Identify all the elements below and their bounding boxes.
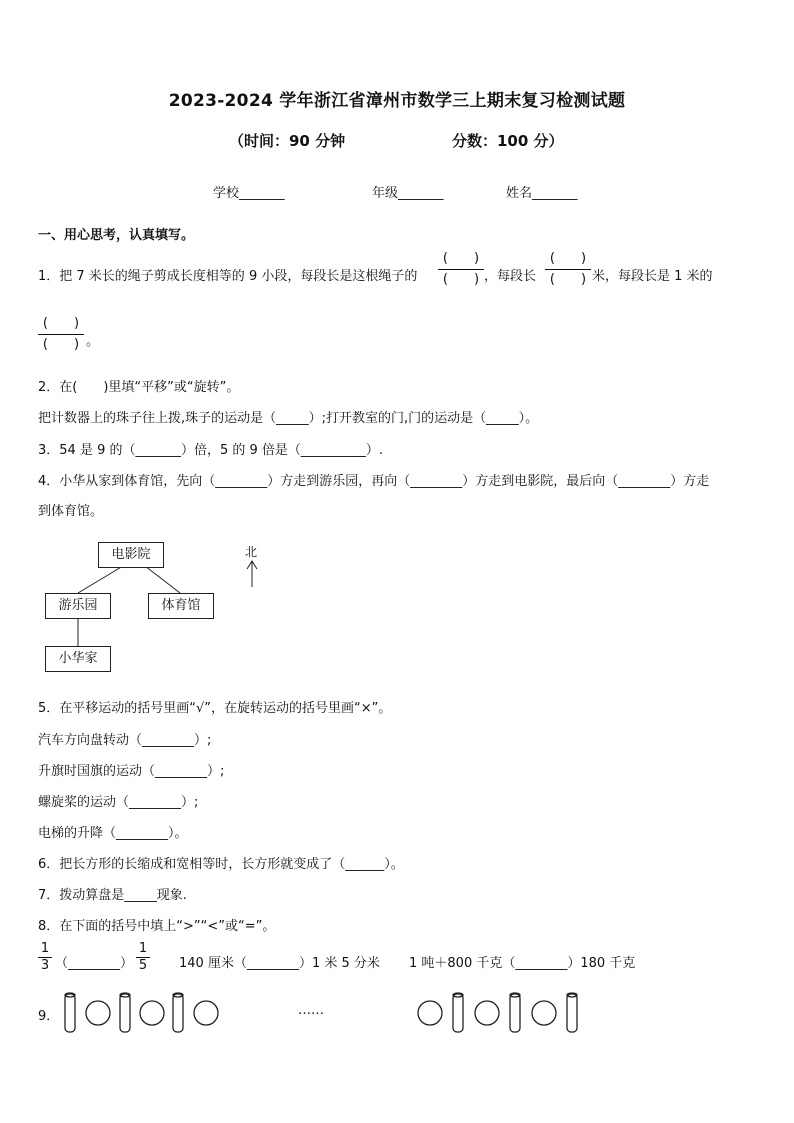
fraction-denominator: 3 xyxy=(40,958,50,973)
name-field[interactable]: 姓名_______ xyxy=(506,186,578,201)
q5-item: 升旗时国旗的运动（________）; xyxy=(38,764,225,779)
fraction-numerator: ( ) xyxy=(442,251,480,266)
grade-field[interactable]: 年级_______ xyxy=(372,186,444,201)
q5-line: 5．在平移运动的括号里画“√”，在旋转运动的括号里画“×”。 xyxy=(38,701,392,716)
fraction-numerator: 1 xyxy=(40,941,50,956)
q9-label: 9． xyxy=(38,1009,60,1024)
circle-shape xyxy=(475,1001,499,1025)
cylinder-shape xyxy=(567,994,577,1032)
gym-box: 体育馆 xyxy=(148,593,214,619)
fraction-numerator: ( ) xyxy=(42,316,80,331)
q1-text-c: 米，每段长是 1 米的 xyxy=(592,269,713,284)
cinema-box: 电影院 xyxy=(98,542,164,568)
circle-shape xyxy=(140,1001,164,1025)
q3-line: 3．54 是 9 的（_______）倍，5 的 9 倍是（__________）. xyxy=(38,443,384,458)
circle-shape xyxy=(532,1001,556,1025)
q9-ellipsis: …… xyxy=(298,1003,324,1018)
q5-item: 螺旋桨的运动（________）; xyxy=(38,795,199,810)
circle-shape xyxy=(418,1001,442,1025)
north-label: 北 xyxy=(245,545,258,559)
park-box: 游乐园 xyxy=(45,593,111,619)
page-title: 2023-2024 学年浙江省漳州市数学三上期末复习检测试题 xyxy=(168,91,626,111)
fraction-denominator: ( ) xyxy=(42,337,80,352)
q4-line1: 4．小华从家到体育馆，先向（________）方走到游乐园，再向（________）方走到电影院，最后向（________）方走 xyxy=(38,474,710,489)
q1-text-b: ，每段长 xyxy=(484,269,537,284)
q8-line: 8．在下面的括号中填上“>”“<”或“=”。 xyxy=(38,919,276,934)
q2-line1: 2．在( )里填“平移”或“旋转”。 xyxy=(38,380,240,395)
cylinder-shape xyxy=(173,994,183,1032)
cylinder-shape xyxy=(510,994,520,1032)
q8-compare-3: 1 吨＋800 千克（________）180 千克 xyxy=(409,956,636,971)
q2-line2: 把计数器上的珠子往上拨,珠子的运动是（_____）;打开教室的门,门的运动是（_____）。 xyxy=(38,411,539,426)
circle-shape xyxy=(86,1001,110,1025)
cylinder-shape xyxy=(65,994,75,1032)
q5-item: 电梯的升降（________）。 xyxy=(38,826,188,841)
q7-line: 7．拨动算盘是_____现象. xyxy=(38,888,187,903)
home-box: 小华家 xyxy=(45,646,111,672)
exam-score: 分数：100 分） xyxy=(452,132,564,150)
fraction-denominator: 5 xyxy=(138,958,148,973)
circle-shape xyxy=(194,1001,218,1025)
fraction-denominator: ( ) xyxy=(442,272,480,287)
q4-line2: 到体育馆。 xyxy=(38,504,104,519)
q8-blank-1[interactable]: （________） xyxy=(55,956,134,971)
q8-compare-2: 140 厘米（________）1 米 5 分米 xyxy=(179,956,380,971)
fraction-denominator: ( ) xyxy=(549,272,587,287)
fraction-numerator: 1 xyxy=(138,941,148,956)
q1-end: 。 xyxy=(86,334,100,349)
cylinder-shape xyxy=(453,994,463,1032)
fraction-numerator: ( ) xyxy=(549,251,587,266)
q1-text-a: 1．把 7 米长的绳子剪成长度相等的 9 小段，每段长是这根绳子的 xyxy=(38,269,418,284)
cylinder-shape xyxy=(120,994,130,1032)
section-heading: 一、用心思考，认真填写。 xyxy=(38,228,195,243)
exam-time: （时间：90 分钟 xyxy=(229,132,346,150)
q6-line: 6．把长方形的长缩成和宽相等时，长方形就变成了（______）。 xyxy=(38,857,404,872)
school-field[interactable]: 学校_______ xyxy=(213,186,285,201)
q5-item: 汽车方向盘转动（________）; xyxy=(38,733,212,748)
